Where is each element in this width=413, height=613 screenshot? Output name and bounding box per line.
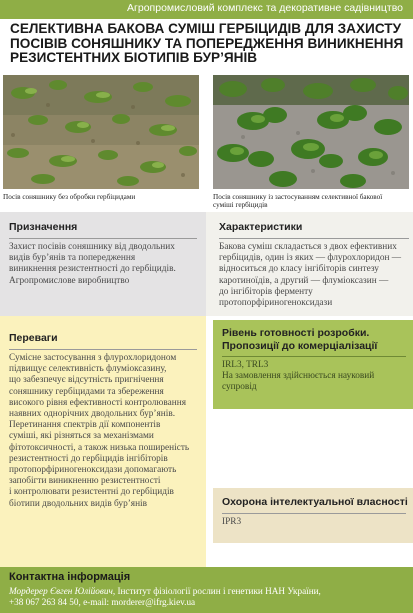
photo-untreated [3, 75, 199, 189]
photo-treated [213, 75, 409, 189]
header-subtitle: Агропромисловий комплекс та декоративне садівництво [127, 2, 403, 14]
characteristics-heading: Характеристики [219, 221, 303, 233]
characteristics-section [206, 212, 413, 316]
advantages-heading: Переваги [9, 332, 58, 344]
ip-divider [222, 513, 406, 514]
page-title: СЕЛЕКТИВНА БАКОВА СУМІШ ГЕРБІЦИДІВ ДЛЯ ЗАХИСТУ ПОСІВІВ СОНЯШНИКУ ТА ПОПЕРЕДЖЕННЯ ВИНИКНЕННЯ РЕЗИСТЕНТНИХ БІОТИПІВ БУР’ЯНІВ [10, 21, 404, 65]
photo-treated-image [213, 75, 409, 189]
advantages-divider [9, 349, 197, 350]
contact-phone-email: +38 067 263 84 50, e-mail: morderer@ifrg.kiev.ua [9, 596, 196, 607]
readiness-divider [222, 356, 406, 357]
ip-section [213, 488, 413, 543]
contact-name: Мордерер Євген Юлійович [9, 586, 113, 596]
characteristics-text: Бакова суміш складається з двох ефективних гербіцидів, один із яких — флурохлоридон — відноситься до класу інгібіторів синтезу каротиноїдів, а другий — флуміоксазин — до інгібіторів ферменту протопорфіриногеноксидази [219, 242, 402, 309]
photo-untreated-image [3, 75, 199, 189]
characteristics-divider [219, 238, 409, 239]
purpose-text: Захист посівів соняшнику від дводольних видів бур’янів та попередження виникнення резистентності до гербіцидів. Агропромислове виробництво [9, 242, 176, 286]
contact-details [9, 586, 321, 607]
header-bar [0, 0, 413, 19]
contact-section [0, 567, 413, 613]
purpose-divider [9, 238, 197, 239]
readiness-heading: Рівень готовності розробки. Пропозиції до комерціалізації [222, 327, 378, 352]
readiness-text: IRL3, TRL3 На замовлення здійснюється науковий супровід [222, 360, 375, 393]
photo-treated-caption: Посів соняшнику із застосуванням селективної бакової суміші гербіцидів [213, 193, 383, 209]
ip-heading: Охорона інтелектуальної власності [222, 496, 408, 508]
contact-heading: Контактна інформація [9, 571, 131, 583]
photo-untreated-caption: Посів соняшнику без обробки гербіцидами [3, 193, 136, 201]
purpose-heading: Призначення [9, 221, 78, 233]
ip-text: IPR3 [222, 517, 242, 527]
advantages-section [0, 316, 206, 567]
contact-org: , Інститут фізіології рослин і генетики НАН України, [112, 586, 321, 596]
advantages-text: Сумісне застосування з флурохлоридоном підвищує селективність флуміоксазину, що забезпечує відсутність пригнічення соняшнику гербіцидами та збереження високого рівня ефективності контролювання наявних однорічних дводольних бур’янів. Перетинання спектрів дії компонентів суміші, які різняться за механізмами фітотоксичності, а також низька поширеність резистентності до гербіцидів інгібіторів протопорфіриногеноксидази допомагають запобігти виникненню резистентності і контролювати резистентні до гербіцидів біотипи дводольних видів бур’янів [9, 353, 190, 509]
purpose-section [0, 212, 206, 316]
readiness-section [213, 320, 413, 409]
